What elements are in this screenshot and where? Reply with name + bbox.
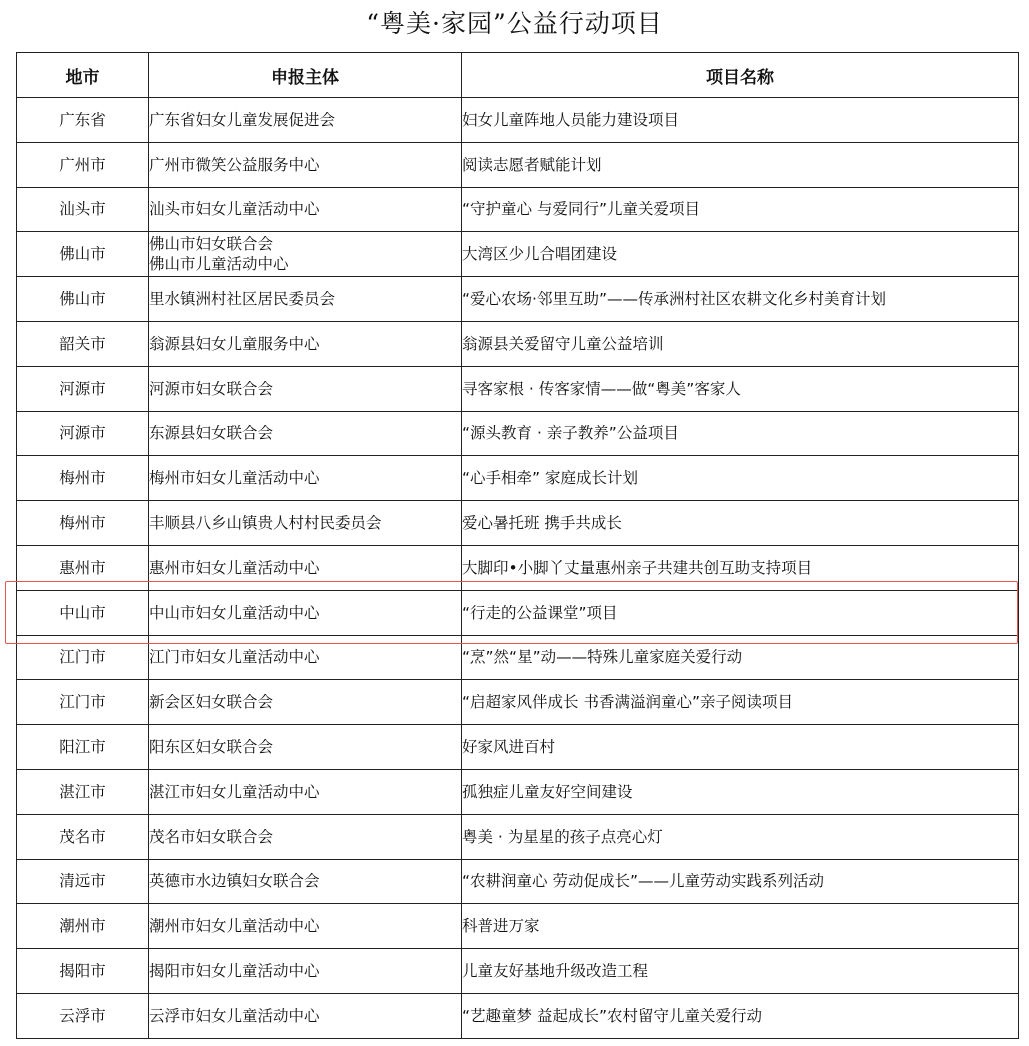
applicant-name: 揭阳市妇女儿童活动中心 [149, 962, 320, 981]
applicant-cell [149, 142, 462, 187]
project-name-cell: “烹”然“星”动——特殊儿童家庭关爱行动 [462, 635, 1019, 680]
applicant-cell [149, 545, 462, 590]
city-cell: 江门市 [17, 635, 149, 680]
applicant-cell [149, 321, 462, 366]
project-name-cell: 好家风进百村 [462, 725, 1019, 770]
project-name-cell: 阅读志愿者赋能计划 [462, 142, 1019, 187]
applicant-name: 惠州市妇女儿童活动中心 [149, 558, 320, 577]
table-row [17, 501, 1019, 546]
table-row [17, 366, 1019, 411]
applicant-name: 江门市妇女儿童活动中心 [149, 648, 320, 667]
applicant-cell [149, 814, 462, 859]
projects-table [16, 52, 1019, 1039]
project-name-cell: “源头教育 · 亲子教养”公益项目 [462, 411, 1019, 456]
city-cell: 韶关市 [17, 321, 149, 366]
table-body [17, 98, 1019, 1039]
city-cell: 佛山市 [17, 232, 149, 277]
city-cell: 梅州市 [17, 456, 149, 501]
table-row [17, 232, 1019, 277]
project-name-cell: 大湾区少儿合唱团建设 [462, 232, 1019, 277]
applicant-name: 茂名市妇女联合会 [149, 827, 274, 846]
city-cell: 汕头市 [17, 187, 149, 232]
project-name-cell: “爱心农场·邻里互助”——传承洲村社区农耕文化乡村美育计划 [462, 277, 1019, 322]
table-row [17, 993, 1019, 1038]
table-row [17, 187, 1019, 232]
table-row [17, 545, 1019, 590]
city-cell: 广东省 [17, 98, 149, 143]
project-name-cell: “启超家风伴成长 书香满溢润童心”亲子阅读项目 [462, 680, 1019, 725]
applicant-name: 丰顺县八乡山镇贵人村村民委员会 [149, 514, 382, 533]
applicant-cell [149, 366, 462, 411]
applicant-name: 新会区妇女联合会 [149, 693, 274, 712]
city-cell: 茂名市 [17, 814, 149, 859]
project-name-cell: 寻客家根 · 传客家情——做“粤美”客家人 [462, 366, 1019, 411]
column-header-applicant: 申报主体 [149, 53, 462, 98]
applicant-name: 云浮市妇女儿童活动中心 [149, 1006, 320, 1025]
city-cell: 惠州市 [17, 545, 149, 590]
table-row [17, 277, 1019, 322]
applicant-cell [149, 501, 462, 546]
table-row [17, 98, 1019, 143]
applicant-name: 中山市妇女儿童活动中心 [149, 603, 320, 622]
city-cell: 河源市 [17, 411, 149, 456]
table-row [17, 411, 1019, 456]
project-name-cell: 儿童友好基地升级改造工程 [462, 949, 1019, 994]
applicant-name: 潮州市妇女儿童活动中心 [149, 917, 320, 936]
applicant-name: 阳东区妇女联合会 [149, 738, 274, 757]
applicant-cell [149, 187, 462, 232]
applicant-name: 河源市妇女联合会 [149, 379, 274, 398]
document-title: “粤美·家园”公益行动项目 [366, 9, 663, 38]
project-name-cell: “守护童心 与爱同行”儿童关爱项目 [462, 187, 1019, 232]
city-cell: 江门市 [17, 680, 149, 725]
table-row [17, 859, 1019, 904]
city-cell: 广州市 [17, 142, 149, 187]
applicant-cell [149, 98, 462, 143]
applicant-name: 佛山市妇女联合会 [149, 235, 274, 254]
table-row [17, 949, 1019, 994]
city-cell: 中山市 [17, 590, 149, 635]
applicant-cell [149, 590, 462, 635]
table-row [17, 142, 1019, 187]
city-cell: 潮州市 [17, 904, 149, 949]
city-cell: 阳江市 [17, 725, 149, 770]
project-name-cell: 翁源县关爱留守儿童公益培训 [462, 321, 1019, 366]
applicant-name: 广州市微笑公益服务中心 [149, 155, 320, 174]
project-name-cell: “艺趣童梦 益起成长”农村留守儿童关爱行动 [462, 993, 1019, 1038]
applicant-cell [149, 635, 462, 680]
table-row [17, 635, 1019, 680]
applicant-cell [149, 993, 462, 1038]
applicant-cell [149, 277, 462, 322]
applicant-cell [149, 859, 462, 904]
applicant-cell [149, 725, 462, 770]
applicant-name: 翁源县妇女儿童服务中心 [149, 334, 320, 353]
column-header-project-name: 项目名称 [462, 53, 1019, 98]
project-name-cell: 科普进万家 [462, 904, 1019, 949]
project-name-cell: 妇女儿童阵地人员能力建设项目 [462, 98, 1019, 143]
applicant-name: 里水镇洲村社区居民委员会 [149, 290, 336, 309]
city-cell: 清远市 [17, 859, 149, 904]
project-name-cell: 孤独症儿童友好空间建设 [462, 769, 1019, 814]
city-cell: 梅州市 [17, 501, 149, 546]
table-row [17, 725, 1019, 770]
applicant-cell [149, 680, 462, 725]
project-name-cell: “行走的公益课堂”项目 [462, 590, 1019, 635]
table-row [17, 680, 1019, 725]
applicant-name: 英德市水边镇妇女联合会 [149, 872, 320, 891]
applicant-name: 东源县妇女联合会 [149, 424, 274, 443]
applicant-name: 广东省妇女儿童发展促进会 [149, 110, 336, 129]
applicant-cell [149, 949, 462, 994]
applicant-name: 梅州市妇女儿童活动中心 [149, 469, 320, 488]
column-header-city: 地市 [17, 53, 149, 98]
applicant-cell [149, 456, 462, 501]
applicant-name: 湛江市妇女儿童活动中心 [149, 782, 320, 801]
city-cell: 云浮市 [17, 993, 149, 1038]
applicant-cell [149, 411, 462, 456]
table-row [17, 590, 1019, 635]
project-name-cell: “心手相牵” 家庭成长计划 [462, 456, 1019, 501]
applicant-name: 汕头市妇女儿童活动中心 [149, 200, 320, 219]
city-cell: 佛山市 [17, 277, 149, 322]
project-name-cell: 粤美 · 为星星的孩子点亮心灯 [462, 814, 1019, 859]
table-row [17, 904, 1019, 949]
applicant-cell [149, 769, 462, 814]
applicant-name: 佛山市儿童活动中心 [149, 255, 289, 274]
applicant-cell [149, 904, 462, 949]
city-cell: 湛江市 [17, 769, 149, 814]
table-row [17, 456, 1019, 501]
project-name-cell: 大脚印•小脚丫丈量惠州亲子共建共创互助支持项目 [462, 545, 1019, 590]
city-cell: 揭阳市 [17, 949, 149, 994]
table-row [17, 814, 1019, 859]
city-cell: 河源市 [17, 366, 149, 411]
project-name-cell: “农耕润童心 劳动促成长”——儿童劳动实践系列活动 [462, 859, 1019, 904]
applicant-cell [149, 232, 462, 277]
project-name-cell: 爱心暑托班 携手共成长 [462, 501, 1019, 546]
table-header-row [17, 53, 1019, 98]
table-row [17, 769, 1019, 814]
table-row [17, 321, 1019, 366]
